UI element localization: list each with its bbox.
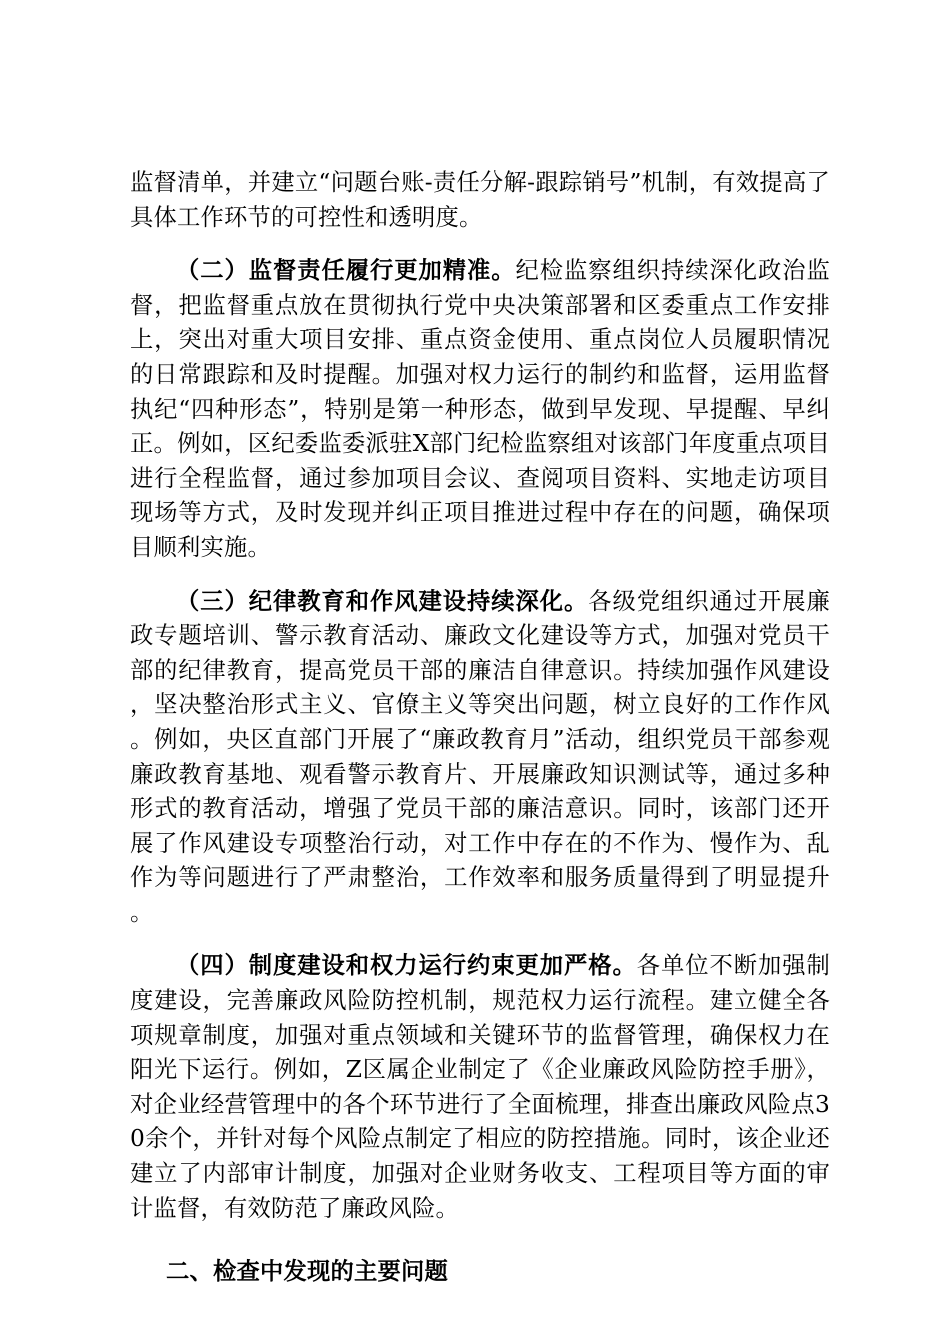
paragraph-institution-building bbox=[130, 949, 830, 1226]
paragraph-continuation bbox=[130, 166, 830, 235]
document-body bbox=[130, 166, 830, 1290]
paragraph-lead-heading: （四）制度建设和权力运行约束更加严格。 bbox=[176, 952, 637, 980]
paragraph-discipline-education bbox=[130, 585, 830, 931]
paragraph-text: 纪检监察组织持续深化政治监督，把监督重点放在贯彻执行党中央决策部署和区委重点工作安排上，突出对重大项目安排、重点资金使用、重点岗位人员履职情况的日常跟踪和及时提醒。加强对权力运行的制约和监督，运用监督执纪“四种形态”，特别是第一种形态，做到早发现、早提醒、早纠正。例如，区纪委监委派驻X部门纪检监察组对该部门年度重点项目进行全程监督，通过参加项目会议、查阅项目资料、实地走访项目现场等方式，及时发现并纠正项目推进过程中存在的问题，确保项目顺利实施。 bbox=[130, 257, 830, 561]
section-heading: 二、检查中发现的主要问题 bbox=[166, 1258, 448, 1286]
paragraph-supervision-responsibility bbox=[130, 254, 830, 565]
paragraph-text: 各级党组织通过开展廉政专题培训、警示教育活动、廉政文化建设等方式，加强对党员干部的纪律教育，提高党员干部的廉洁自律意识。持续加强作风建设，坚决整治形式主义、官僚主义等突出问题，树立良好的工作作风。例如，央区直部门开展了“廉政教育月”活动，组织党员干部参观廉政教育基地、观看警示教育片、开展廉政知识测试等，通过多种形式的教育活动，增强了党员干部的廉洁意识。同时，该部门还开展了作风建设专项整治行动，对工作中存在的不作为、慢作为、乱作为等问题进行了严肃整治，工作效率和服务质量得到了明显提升。 bbox=[130, 587, 830, 926]
paragraph-text: 监督清单，并建立“问题台账-责任分解-跟踪销号”机制，有效提高了具体工作环节的可控性和透明度。 bbox=[130, 169, 830, 231]
paragraph-text: 各单位不断加强制度建设，完善廉政风险防控机制，规范权力运行流程。建立健全各项规章制度，加强对重点领域和关键环节的监督管理，确保权力在阳光下运行。例如，Z区属企业制定了《企业廉政风险防控手册》，对企业经营管理中的各个环节进行了全面梳理，排查出廉政风险点30余个，并针对每个风险点制定了相应的防控措施。同时，该企业还建立了内部审计制度，加强对企业财务收支、工程项目等方面的审计监督，有效防范了廉政风险。 bbox=[130, 952, 830, 1222]
paragraph-lead-heading: （三）纪律教育和作风建设持续深化。 bbox=[176, 587, 589, 615]
paragraph-lead-heading: （二）监督责任履行更加精准。 bbox=[176, 257, 516, 285]
